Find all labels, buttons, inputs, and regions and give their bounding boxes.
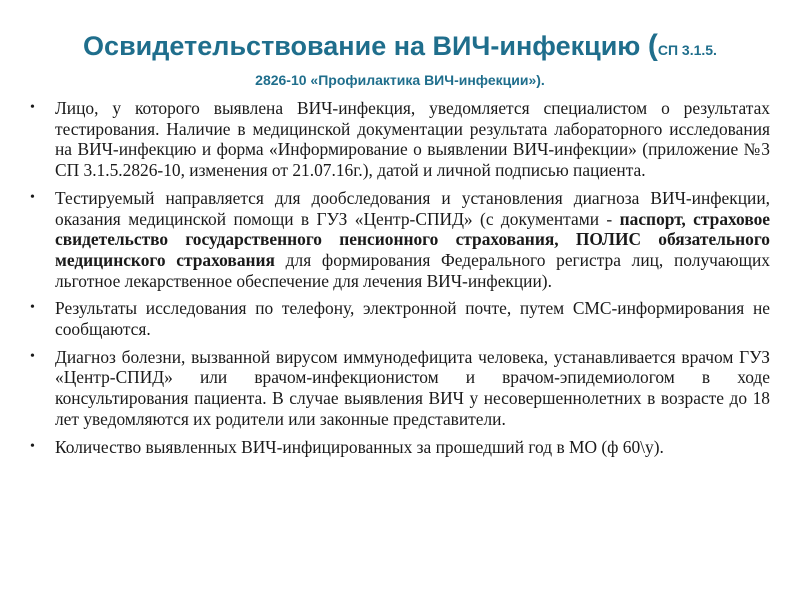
bullet-list — [30, 98, 770, 464]
title-paren-open: ( — [647, 29, 658, 62]
list-item — [30, 437, 770, 458]
bullet-text-bold: паспорт, страховое свидетельство государственного пенсионного страхования, ПОЛИС обязательного медицинского страхования — [55, 208, 771, 270]
bullet-text: Количество выявленных ВИЧ-инфицированных за прошедший год в МО (ф 60\у). — [55, 436, 664, 457]
title-reference: СП 3.1.5. — [657, 42, 717, 58]
bullet-icon: • — [30, 189, 35, 205]
list-item — [30, 347, 770, 430]
bullet-icon: • — [30, 438, 35, 454]
bullet-text: Диагноз болезни, вызванной вирусом иммунодефицита человека, устанавливается врачом ГУЗ «Центр-СПИД» или врачом-инфекционистом и врачом-эпидемиологом в ходе консультирования пациента. В случае выявления ВИЧ у несовершеннолетних в возрасте до 18 лет уведомляются их родители или законные представители. — [55, 346, 770, 429]
title-line-1 — [10, 26, 790, 70]
slide-title — [10, 26, 790, 92]
bullet-icon: • — [30, 348, 35, 364]
bullet-text: Тестируемый направляется для дообследования и установления диагноза ВИЧ-инфекции, оказания медицинской помощи в ГУЗ «Центр-СПИД» (с документами - — [55, 187, 770, 229]
bullet-text: Лицо, у которого выявлена ВИЧ-инфекция, уведомляется специалистом о результатах тестирования. Наличие в медицинской документации результата лабораторного исследования на ВИЧ-инфекцию и форма «Информирование о выявлении ВИЧ-инфекции» (приложение №3 СП 3.1.5.2826-10, изменения от 21.07.16г.), датой и личной подписью пациента. — [55, 98, 770, 181]
list-item — [30, 188, 770, 292]
title-main: Освидетельствование на ВИЧ-инфекцию — [83, 31, 648, 61]
bullet-icon: • — [30, 300, 35, 316]
bullet-icon: • — [30, 100, 35, 115]
title-line-2: 2826-10 «Профилактика ВИЧ-инфекции»). — [255, 72, 545, 88]
bullet-text: Результаты исследования по телефону, электронной почте, путем СМС-информирования не сообщаются. — [55, 298, 770, 340]
bullet-text-tail: для формирования Федерального регистра лиц, получающих льготное лекарственное обеспечение для лечения ВИЧ-инфекции). — [55, 249, 770, 291]
list-item — [30, 298, 770, 339]
list-item — [30, 98, 770, 181]
